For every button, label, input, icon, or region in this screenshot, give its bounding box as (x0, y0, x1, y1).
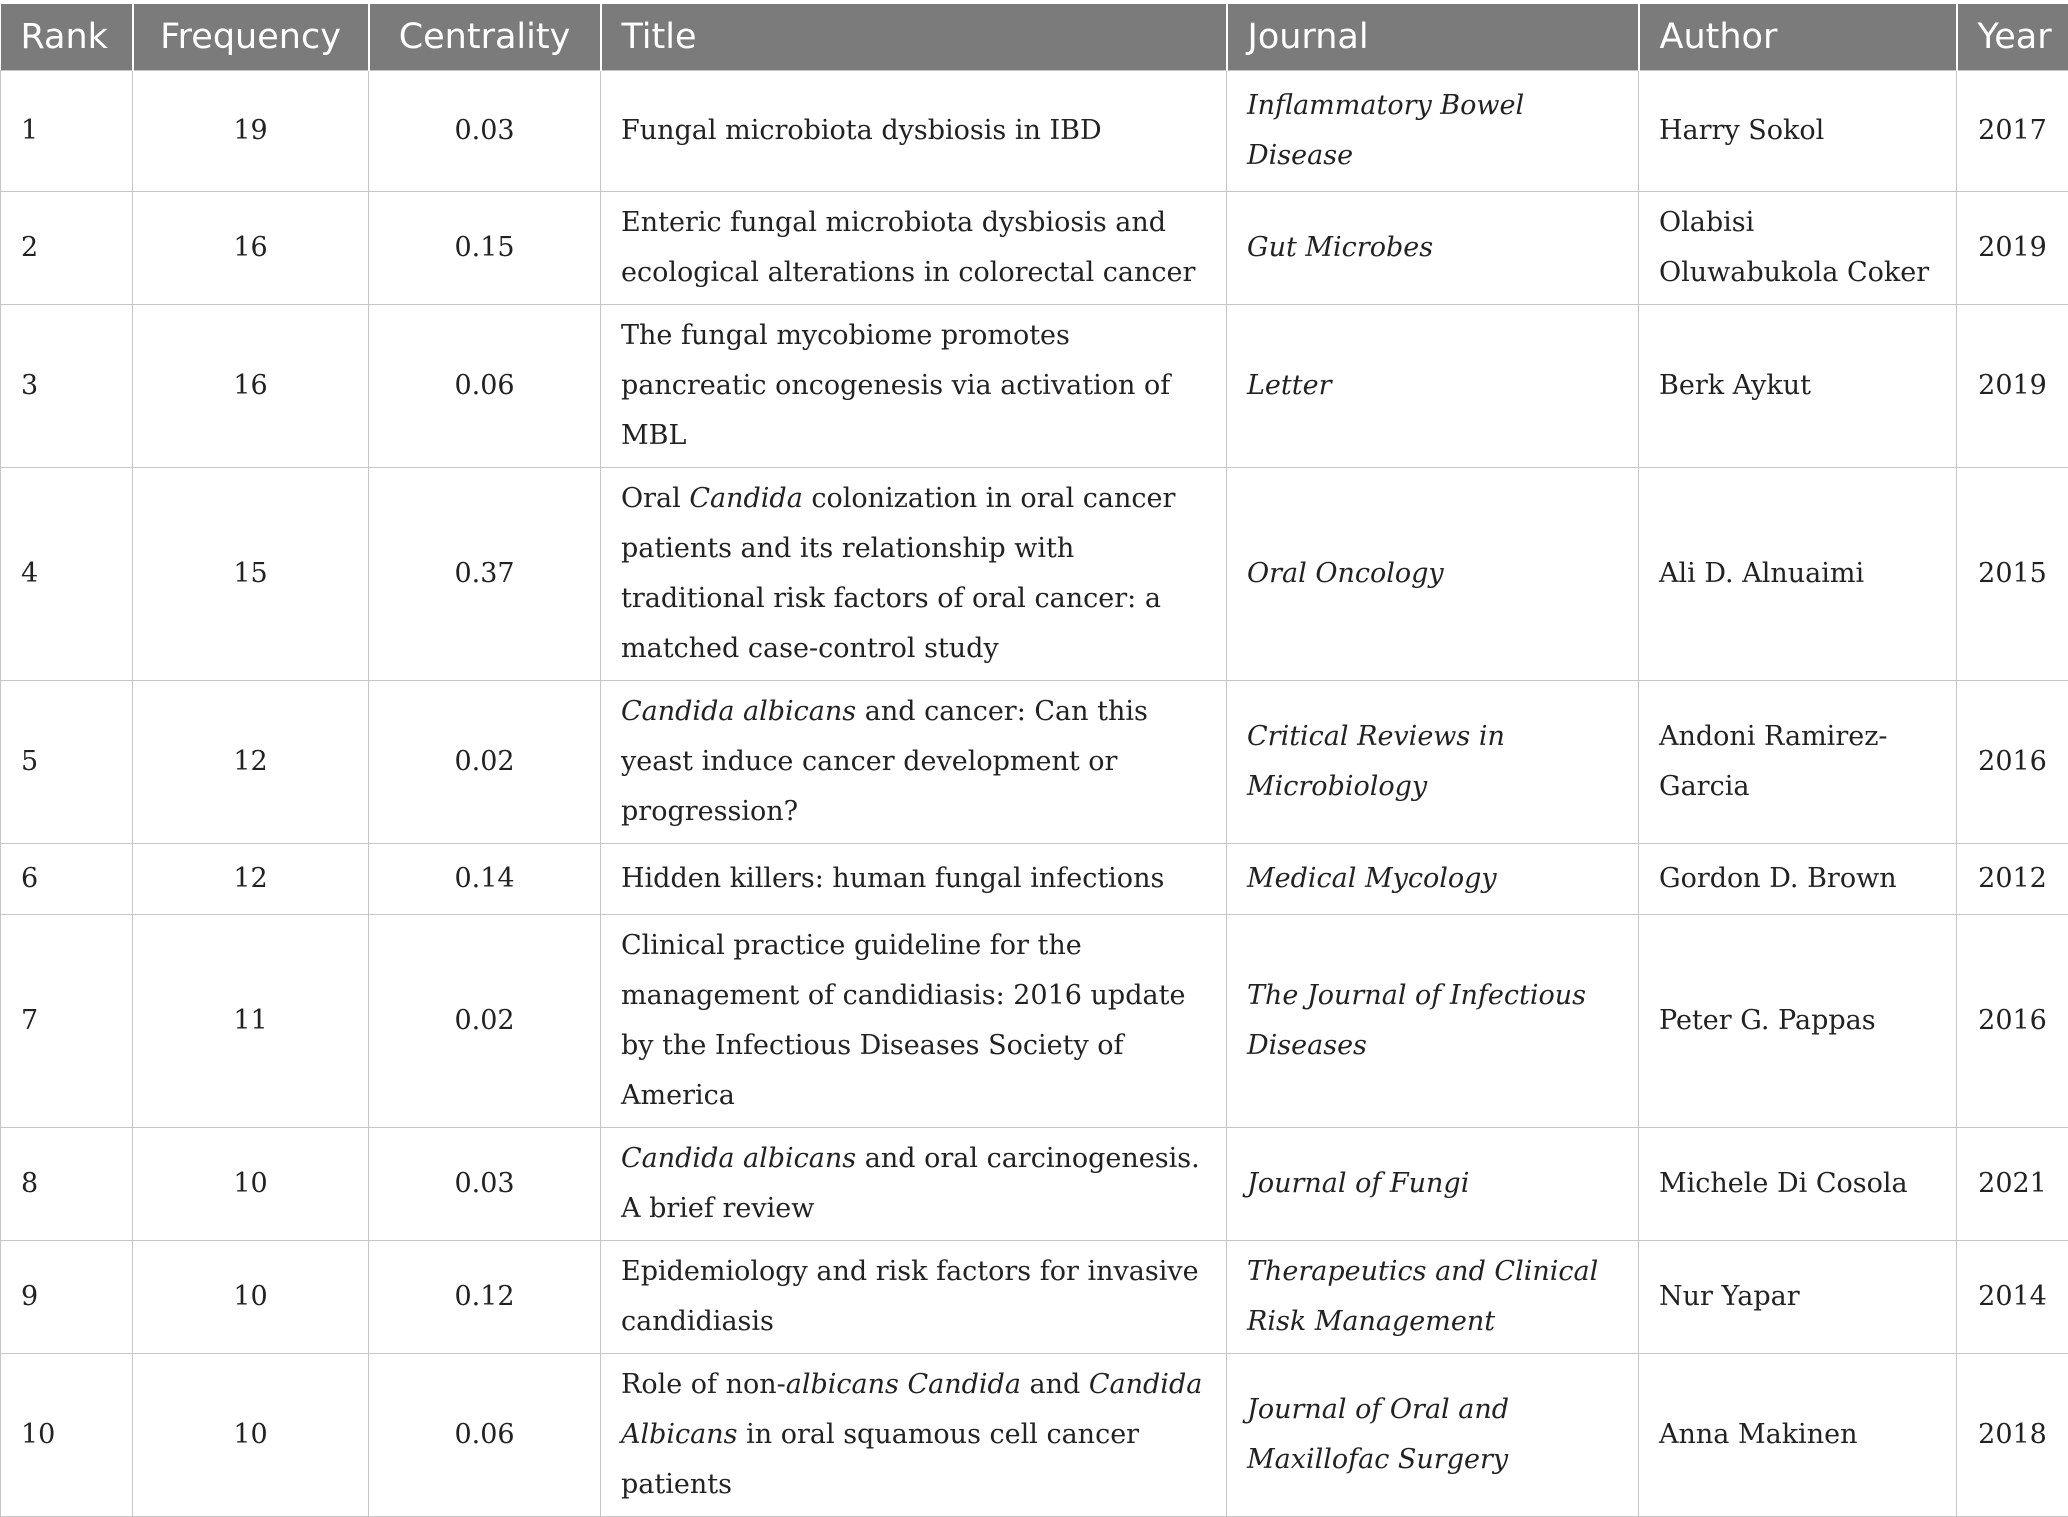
title-text: and (1021, 1369, 1089, 1400)
title-italic-text: Candida albicans (621, 696, 856, 727)
cell-author: Michele Di Cosola (1639, 1128, 1957, 1241)
title-italic-text: Candida Albicans (621, 1369, 1202, 1450)
cell-rank: 7 (1, 915, 133, 1128)
cell-journal: Therapeutics and Clinical Risk Management (1227, 1241, 1639, 1354)
table-row (1, 71, 2068, 192)
cell-centrality: 0.15 (369, 192, 601, 305)
cell-title (601, 468, 1227, 681)
table-row (1, 468, 2068, 681)
reference-table-container (0, 4, 2068, 1517)
title-text: colonization in oral cancer patients and its relationship with traditional risk factors of oral cancer: a matched case-control study (621, 483, 1175, 664)
title-italic-text: albicans Candida (786, 1369, 1021, 1400)
header-author: Author (1639, 4, 1957, 71)
cell-journal: Oral Oncology (1227, 468, 1639, 681)
cell-rank: 5 (1, 681, 133, 844)
cell-journal: Inflammatory Bowel Disease (1227, 71, 1639, 192)
cell-author: Anna Makinen (1639, 1354, 1957, 1517)
cell-frequency: 12 (133, 681, 369, 844)
cell-year: 2017 (1957, 71, 2068, 192)
cell-journal: Critical Reviews in Microbiology (1227, 681, 1639, 844)
cell-centrality: 0.37 (369, 468, 601, 681)
cell-journal: The Journal of Infectious Diseases (1227, 915, 1639, 1128)
cell-title (601, 1128, 1227, 1241)
cell-frequency: 12 (133, 844, 369, 915)
header-centrality: Centrality (369, 4, 601, 71)
cell-year: 2019 (1957, 305, 2068, 468)
cell-frequency: 16 (133, 192, 369, 305)
cell-author: Gordon D. Brown (1639, 844, 1957, 915)
cell-title: Fungal microbiota dysbiosis in IBD (601, 71, 1227, 192)
cell-centrality: 0.02 (369, 915, 601, 1128)
cell-rank: 4 (1, 468, 133, 681)
top-cited-references-table (0, 4, 2068, 1517)
cell-centrality: 0.03 (369, 1128, 601, 1241)
cell-author: Ali D. Alnuaimi (1639, 468, 1957, 681)
cell-frequency: 16 (133, 305, 369, 468)
cell-year: 2016 (1957, 915, 2068, 1128)
cell-title: Epidemiology and risk factors for invasive candidiasis (601, 1241, 1227, 1354)
cell-year: 2018 (1957, 1354, 2068, 1517)
cell-year: 2021 (1957, 1128, 2068, 1241)
title-text: in oral squamous cell cancer patients (621, 1419, 1139, 1500)
cell-rank: 3 (1, 305, 133, 468)
header-frequency: Frequency (133, 4, 369, 71)
title-text: and cancer: Can this yeast induce cancer development or progression? (621, 696, 1148, 827)
table-row (1, 305, 2068, 468)
cell-author: Andoni Ramirez-Garcia (1639, 681, 1957, 844)
cell-year: 2019 (1957, 192, 2068, 305)
cell-author: Peter G. Pappas (1639, 915, 1957, 1128)
title-italic-text: Candida (689, 483, 802, 514)
cell-frequency: 10 (133, 1354, 369, 1517)
cell-rank: 9 (1, 1241, 133, 1354)
cell-journal: Gut Microbes (1227, 192, 1639, 305)
cell-centrality: 0.02 (369, 681, 601, 844)
table-row (1, 915, 2068, 1128)
cell-journal: Journal of Oral and Maxillofac Surgery (1227, 1354, 1639, 1517)
table-row (1, 681, 2068, 844)
cell-title: The fungal mycobiome promotes pancreatic oncogenesis via activation of MBL (601, 305, 1227, 468)
cell-year: 2014 (1957, 1241, 2068, 1354)
table-body (1, 71, 2068, 1517)
cell-journal: Journal of Fungi (1227, 1128, 1639, 1241)
cell-centrality: 0.03 (369, 71, 601, 192)
cell-author: Olabisi Oluwabukola Coker (1639, 192, 1957, 305)
cell-frequency: 19 (133, 71, 369, 192)
table-row (1, 1128, 2068, 1241)
header-journal: Journal (1227, 4, 1639, 71)
cell-author: Nur Yapar (1639, 1241, 1957, 1354)
cell-rank: 10 (1, 1354, 133, 1517)
cell-journal: Letter (1227, 305, 1639, 468)
header-year: Year (1957, 4, 2068, 71)
table-row (1, 192, 2068, 305)
title-text: Oral (621, 483, 689, 514)
cell-title (601, 681, 1227, 844)
cell-rank: 8 (1, 1128, 133, 1241)
cell-title: Hidden killers: human fungal infections (601, 844, 1227, 915)
table-row (1, 1354, 2068, 1517)
cell-centrality: 0.06 (369, 1354, 601, 1517)
cell-title (601, 1354, 1227, 1517)
title-text: and oral carcinogenesis. A brief review (621, 1143, 1200, 1224)
header-row (1, 4, 2068, 71)
table-row (1, 1241, 2068, 1354)
cell-year: 2012 (1957, 844, 2068, 915)
cell-frequency: 10 (133, 1128, 369, 1241)
table-header (1, 4, 2068, 71)
cell-centrality: 0.06 (369, 305, 601, 468)
cell-year: 2016 (1957, 681, 2068, 844)
cell-rank: 1 (1, 71, 133, 192)
cell-frequency: 10 (133, 1241, 369, 1354)
cell-author: Berk Aykut (1639, 305, 1957, 468)
cell-rank: 2 (1, 192, 133, 305)
cell-centrality: 0.12 (369, 1241, 601, 1354)
title-italic-text: Candida albicans (621, 1143, 856, 1174)
cell-title: Enteric fungal microbiota dysbiosis and ecological alterations in colorectal cancer (601, 192, 1227, 305)
header-rank: Rank (1, 4, 133, 71)
table-row (1, 844, 2068, 915)
title-text: Role of non- (621, 1369, 786, 1400)
cell-title: Clinical practice guideline for the management of candidiasis: 2016 update by the Infectious Diseases Society of America (601, 915, 1227, 1128)
cell-rank: 6 (1, 844, 133, 915)
cell-journal: Medical Mycology (1227, 844, 1639, 915)
cell-frequency: 15 (133, 468, 369, 681)
cell-author: Harry Sokol (1639, 71, 1957, 192)
header-title: Title (601, 4, 1227, 71)
cell-centrality: 0.14 (369, 844, 601, 915)
cell-frequency: 11 (133, 915, 369, 1128)
cell-year: 2015 (1957, 468, 2068, 681)
